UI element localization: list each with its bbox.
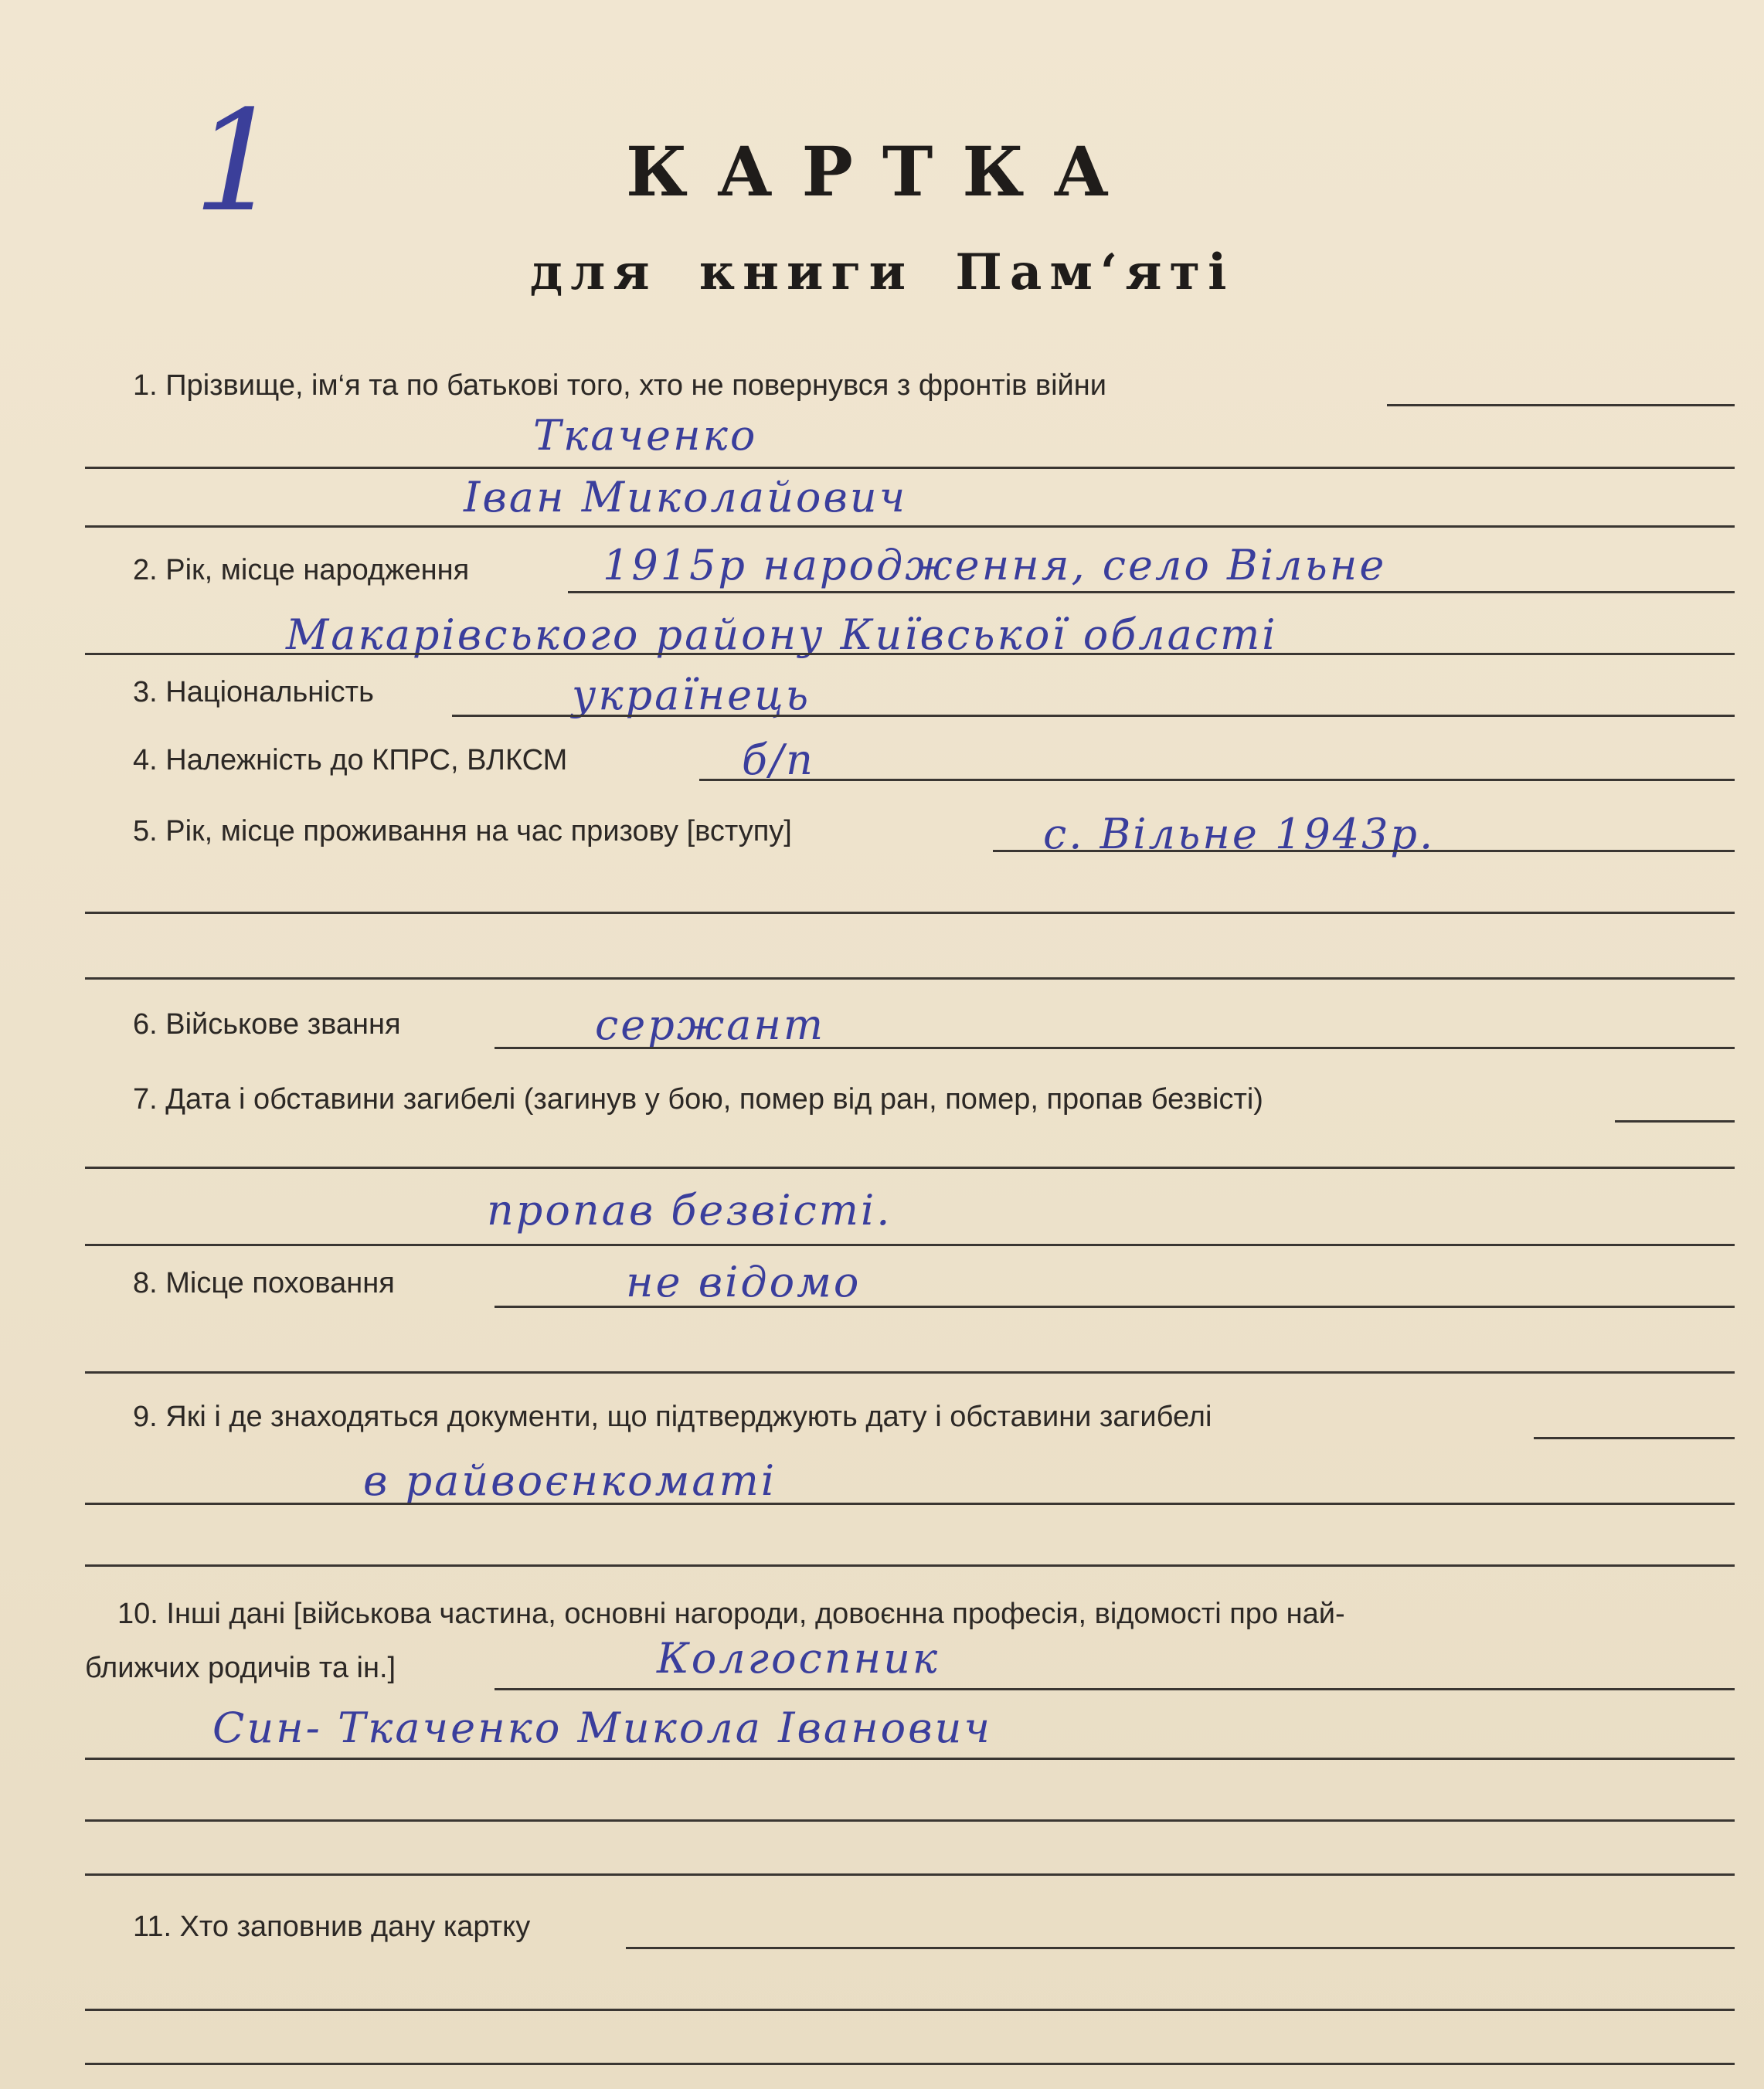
field-2-line (568, 591, 1735, 593)
field-5-label: 5. Рік, місце проживання на час призову [вступу] (133, 815, 792, 847)
field-8-line (495, 1306, 1735, 1308)
field-1-line (1387, 404, 1735, 406)
field-10-line-4 (85, 1873, 1735, 1876)
card-subtitle: для книги Пам‘яті (529, 243, 1235, 301)
field-4-label: 4. Належність до КПРС, ВЛКСМ (133, 744, 568, 776)
field-8-value: не відомо (626, 1258, 862, 1306)
field-6-value: сержант (595, 1000, 826, 1049)
field-3-value: українець (572, 671, 811, 719)
field-4-line (699, 779, 1735, 781)
field-3-label: 3. Національність (133, 676, 374, 708)
field-10-line-2 (85, 1758, 1735, 1760)
field-1-line-2 (85, 467, 1735, 469)
field-10-label-1: 10. Інші дані [військова частина, основні нагороди, довоєнна професія, відомості про най- (117, 1598, 1345, 1630)
field-11-line-3 (85, 2063, 1735, 2065)
field-5-line-2 (85, 912, 1735, 914)
field-8-label: 8. Місце поховання (133, 1267, 395, 1299)
field-11-line-2 (85, 2009, 1735, 2011)
field-7-label: 7. Дата і обставини загибелі (загинув у бою, помер від ран, помер, пропав безвісті) (133, 1083, 1263, 1116)
field-6-line (495, 1047, 1735, 1049)
field-1-name: Іван Миколайович (464, 473, 908, 521)
field-10-value-2: Син- Ткаченко Микола Іванович (212, 1703, 992, 1752)
field-2-value-2: Макарівського району Київської області (286, 610, 1278, 659)
card-title: КАРТКА (625, 131, 1139, 212)
handwritten-page-number: 1 (193, 81, 282, 243)
field-2-value-1: 1915р народження, село Вільне (603, 541, 1387, 589)
field-11-line (626, 1947, 1735, 1949)
field-5-line-3 (85, 977, 1735, 980)
field-6-label: 6. Військове звання (133, 1008, 401, 1041)
field-9-line (1534, 1437, 1735, 1439)
field-11-label: 11. Хто заповнив дану картку (133, 1911, 531, 1943)
field-7-line (1615, 1120, 1735, 1123)
field-2-label: 2. Рік, місце народження (133, 554, 470, 586)
field-10-line (495, 1688, 1735, 1690)
field-5-line (993, 850, 1735, 852)
field-9-line-3 (85, 1564, 1735, 1567)
field-10-label-2: ближчих родичів та ін.] (85, 1652, 396, 1684)
field-10-line-3 (85, 1819, 1735, 1822)
field-7-value: пропав безвісті. (487, 1186, 892, 1235)
field-9-value: в райвоєнкоматі (363, 1456, 777, 1505)
field-1-line-3 (85, 525, 1735, 528)
field-5-value: с. Вільне 1943р. (1043, 810, 1436, 858)
field-3-line (452, 715, 1735, 717)
field-9-label: 9. Які і де знаходяться документи, що підтверджують дату і обставини загибелі (133, 1401, 1212, 1433)
field-7-line-2 (85, 1167, 1735, 1169)
field-2-line-2 (85, 653, 1735, 655)
field-1-label: 1. Прізвище, ім‘я та по батькові того, хто не повернувся з фронтів війни (133, 369, 1106, 402)
field-4-value: б/п (742, 735, 815, 784)
field-1-surname: Ткаченко (533, 411, 758, 460)
field-8-line-2 (85, 1371, 1735, 1374)
field-10-value-1: Колгоспник (657, 1634, 940, 1683)
field-9-line-2 (85, 1503, 1735, 1505)
field-7-line-3 (85, 1244, 1735, 1246)
